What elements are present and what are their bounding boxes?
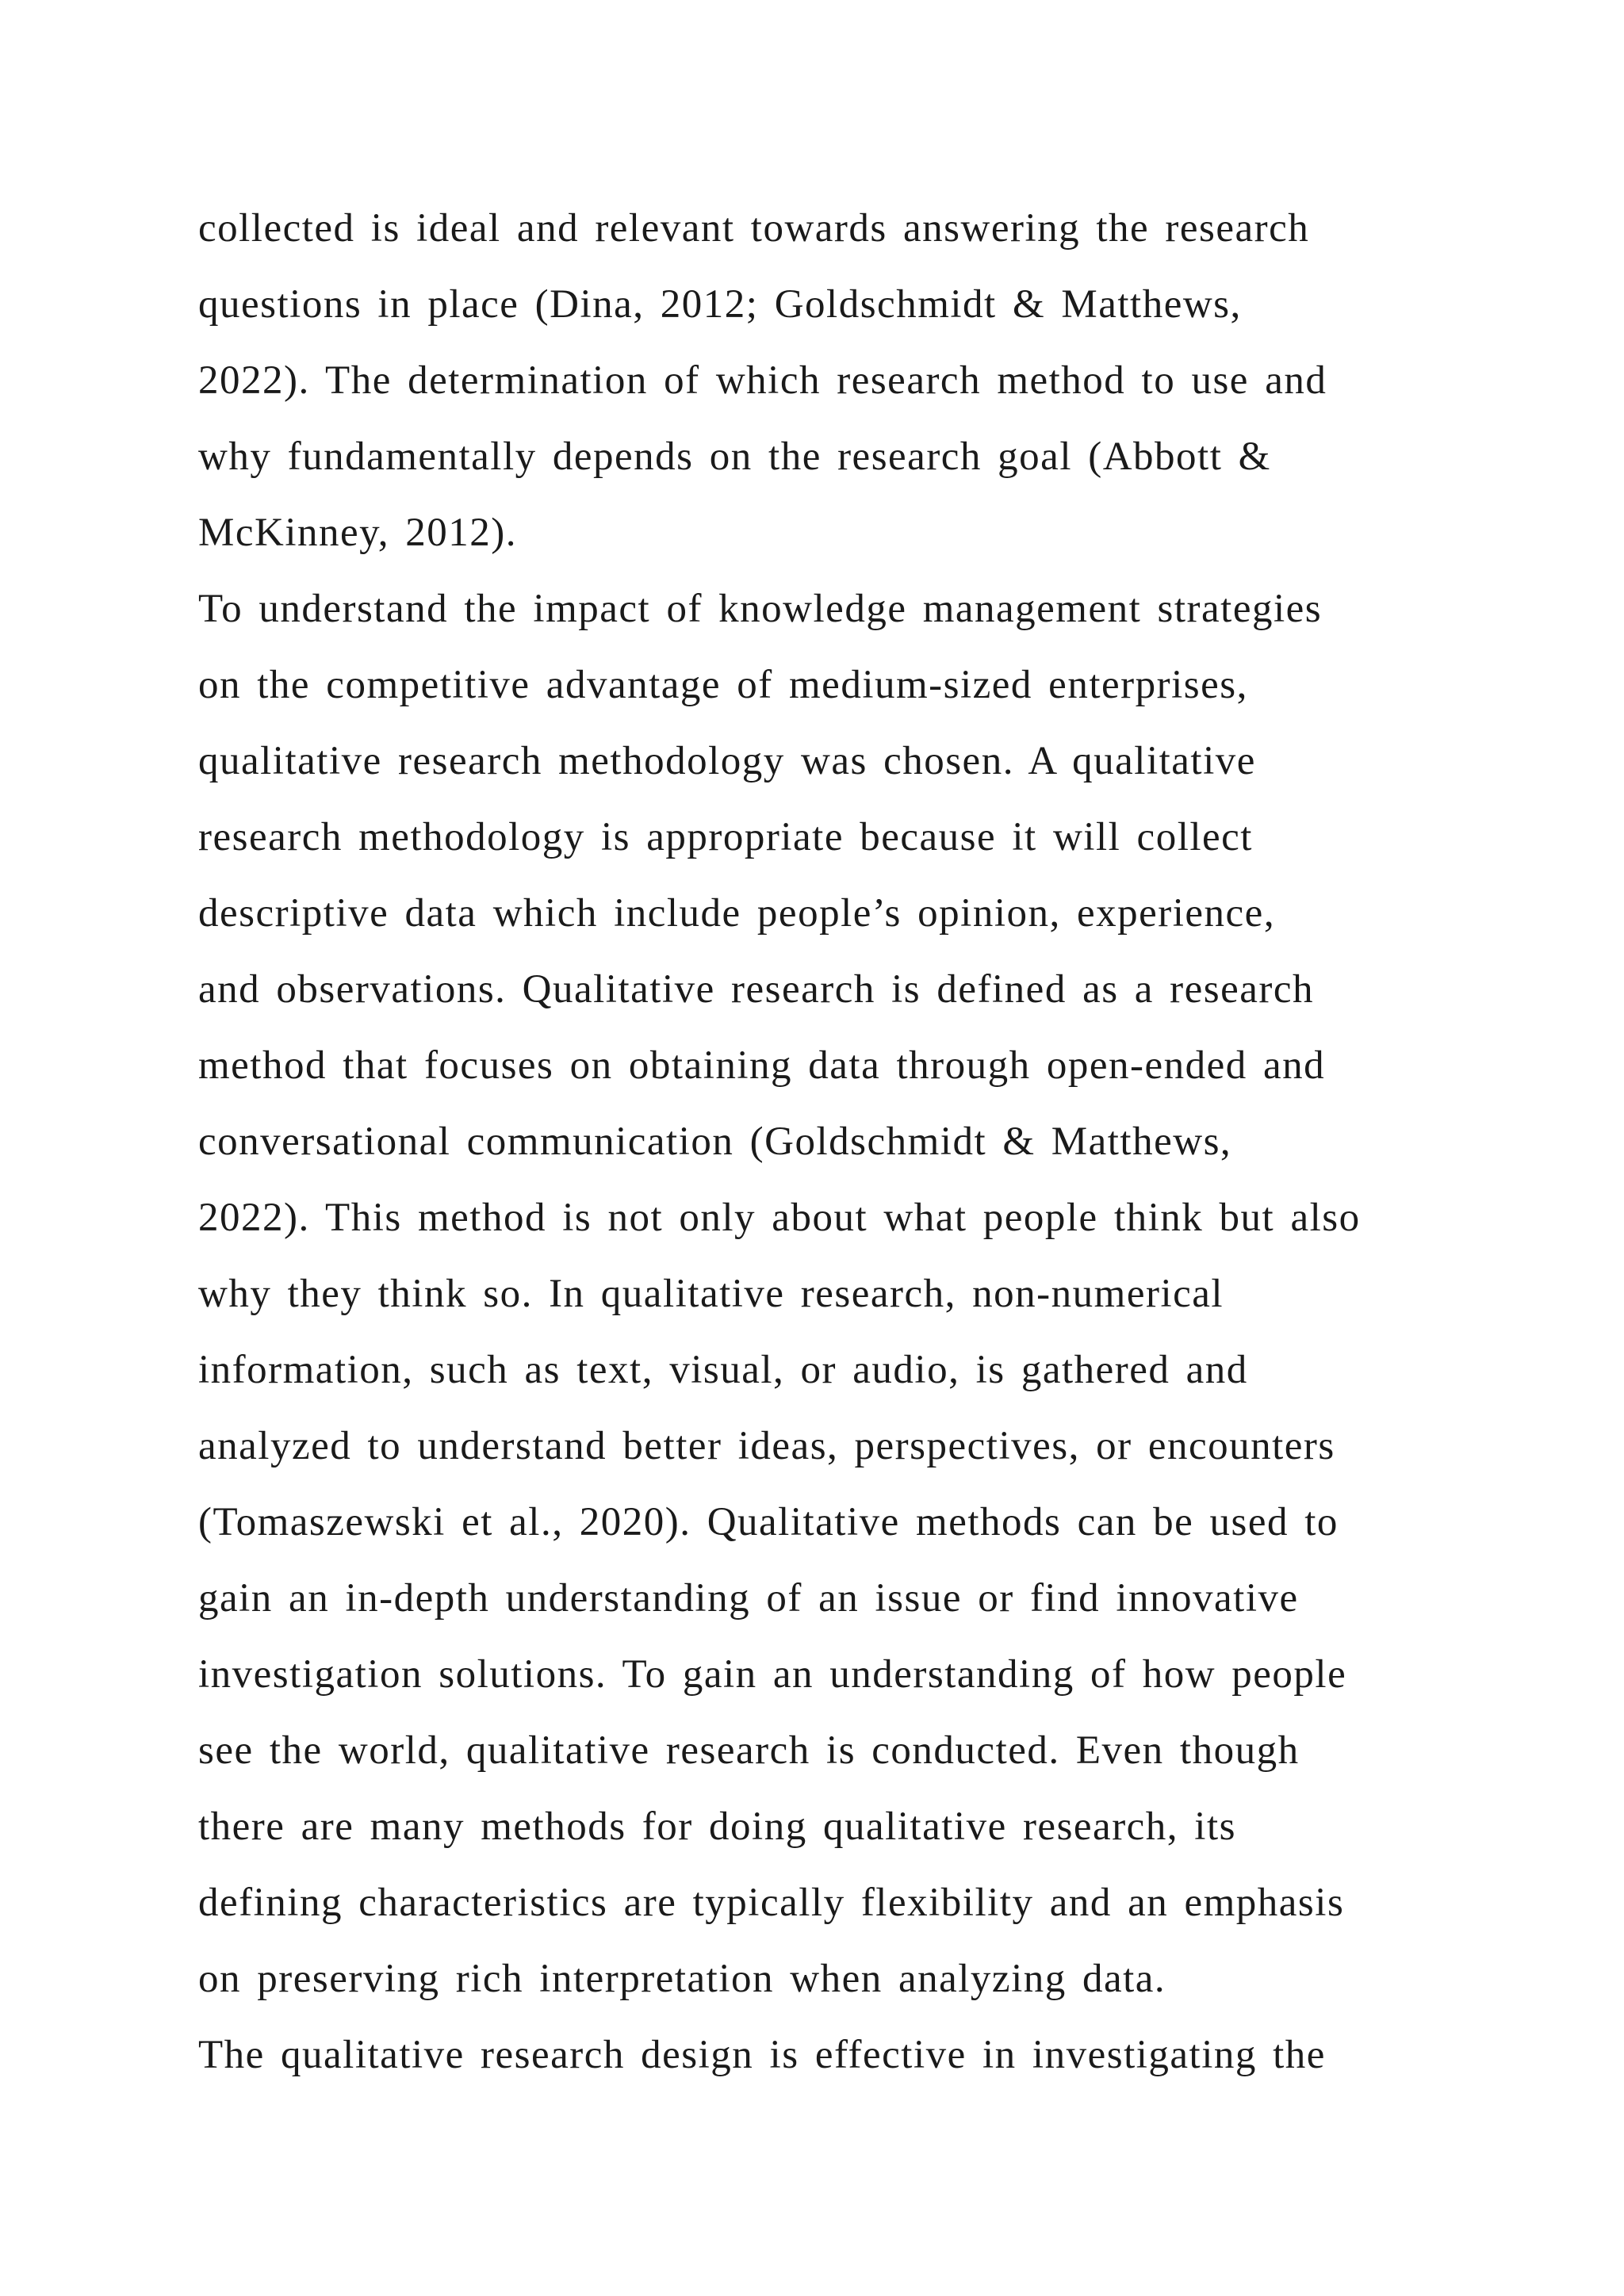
text-line: conversational communication (Goldschmidt & Matthews, [198,1119,1232,1164]
text-line: 2022). This method is not only about what people think but also [198,1196,1361,1240]
text-line: McKinney, 2012). [198,511,518,555]
text-line: on preserving rich interpretation when analyzing data. [198,1957,1166,2001]
text-line: why they think so. In qualitative research, non-numerical [198,1272,1224,1316]
text-line: research methodology is appropriate because it will collect [198,815,1253,859]
text-line: on the competitive advantage of medium-sized enterprises, [198,663,1248,707]
text-line: The qualitative research design is effective in investigating the [198,2033,1326,2077]
text-line: analyzed to understand better ideas, perspectives, or encounters [198,1424,1335,1468]
text-line: see the world, qualitative research is conducted. Even though [198,1728,1300,1773]
text-line: why fundamentally depends on the research goal (Abbott & [198,434,1271,479]
body-text [198,190,1499,2093]
text-line: collected is ideal and relevant towards answering the research [198,206,1310,251]
text-line: investigation solutions. To gain an understanding of how people [198,1652,1347,1697]
text-line: 2022). The determination of which research method to use and [198,358,1327,403]
text-line: (Tomaszewski et al., 2020). Qualitative methods can be used to [198,1500,1339,1544]
text-line: qualitative research methodology was chosen. A qualitative [198,739,1256,783]
text-line: information, such as text, visual, or audio, is gathered and [198,1348,1248,1392]
text-line: descriptive data which include people’s opinion, experience, [198,891,1276,936]
text-line: there are many methods for doing qualitative research, its [198,1804,1236,1849]
text-line: method that focuses on obtaining data through open-ended and [198,1043,1326,1088]
text-line: gain an in-depth understanding of an issue or find innovative [198,1576,1299,1621]
text-line: and observations. Qualitative research is defined as a research [198,967,1315,1012]
text-line: To understand the impact of knowledge management strategies [198,587,1323,631]
text-line: questions in place (Dina, 2012; Goldschmidt & Matthews, [198,282,1242,327]
text-line: defining characteristics are typically flexibility and an emphasis [198,1881,1345,1925]
